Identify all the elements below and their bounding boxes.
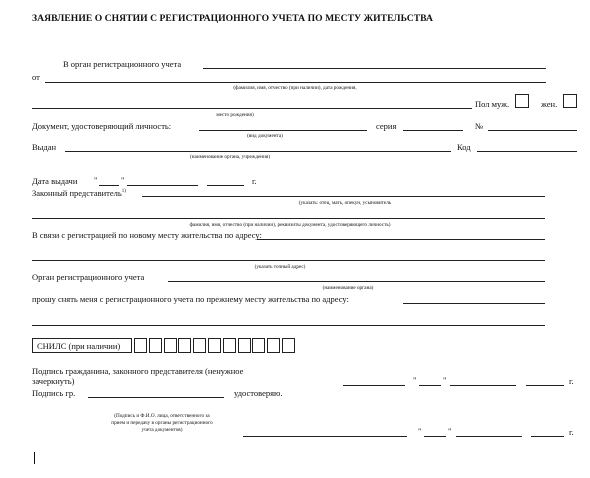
fio-caption: (фамилия, имя, отчество (при наличии), дата рождения,: [233, 85, 357, 91]
number-field-line[interactable]: [488, 130, 577, 131]
new-address-label: В связи с регистрацией по новому месту жительства по адресу:: [32, 230, 262, 240]
representative-field-line[interactable]: [142, 196, 545, 197]
sign-label-line1: Подпись гражданина, законного представителя (ненужное: [32, 366, 244, 376]
issuer-caption: (наименование органа, учреждения): [190, 154, 270, 160]
quote-open: ": [94, 175, 98, 185]
birthplace-caption: место рождения): [216, 112, 254, 118]
id-document-type-line[interactable]: [199, 130, 367, 131]
gender-female-label: жен.: [541, 99, 558, 109]
doc-type-caption: (вид документа): [247, 133, 283, 139]
official-caption-2: прием и передачу в органы регистрационного: [111, 420, 213, 426]
organ-label: В орган регистрационного учета: [63, 59, 182, 69]
issue-year-line[interactable]: [207, 185, 244, 186]
official-signature-line[interactable]: [243, 436, 407, 437]
citizen-signature-line[interactable]: [343, 385, 405, 386]
issue-month-line[interactable]: [127, 185, 198, 186]
form-title: ЗАЯВЛЕНИЕ О СНЯТИИ С РЕГИСТРАЦИОННОГО УЧЕТА ПО МЕСТУ ЖИТЕЛЬСТВА: [32, 13, 434, 24]
official-quote-open: ": [418, 426, 422, 436]
sign-citizen-label: Подпись гр.: [32, 388, 76, 398]
new-address-line-1[interactable]: [257, 239, 545, 240]
snils-digit-cell[interactable]: [252, 338, 265, 353]
request-label: прошу снять меня с регистрационного учета по прежнему месту жительства по адресу:: [32, 294, 349, 304]
gender-female-checkbox[interactable]: [563, 94, 577, 108]
organ2-label: Орган регистрационного учета: [32, 272, 145, 282]
official-day-line[interactable]: [424, 436, 446, 437]
old-address-line-2[interactable]: [32, 325, 545, 326]
quote-close: ": [121, 175, 125, 185]
snils-digit-cell[interactable]: [149, 338, 162, 353]
citizen-name-line[interactable]: [88, 397, 224, 398]
number-label: №: [475, 121, 484, 131]
snils-digit-cell[interactable]: [178, 338, 191, 353]
issue-day-line[interactable]: [99, 185, 119, 186]
sign-year-suffix: г.: [569, 376, 574, 386]
new-address-line-2[interactable]: [32, 260, 545, 261]
snils-digit-cell[interactable]: [238, 338, 251, 353]
sign-month-line[interactable]: [450, 385, 516, 386]
official-month-line[interactable]: [456, 436, 522, 437]
organ2-field-line[interactable]: [168, 281, 545, 282]
text-cursor: [34, 452, 35, 464]
official-year-suffix: г.: [569, 427, 574, 437]
issue-date-label: Дата выдачи: [32, 176, 78, 186]
snils-digit-cell[interactable]: [193, 338, 206, 353]
snils-input[interactable]: [134, 338, 339, 353]
code-label: Код: [457, 142, 471, 152]
old-address-line-1[interactable]: [403, 303, 545, 304]
fio-field-line-2[interactable]: [32, 108, 472, 109]
official-year-line[interactable]: [531, 436, 564, 437]
snils-label: СНИЛС (при наличии): [37, 341, 121, 351]
sign-day-line[interactable]: [419, 385, 441, 386]
gender-male-checkbox[interactable]: [515, 94, 529, 108]
sign-label-line2: зачеркнуть): [32, 376, 75, 386]
organ-field-line[interactable]: [203, 68, 546, 69]
sign-year-line[interactable]: [526, 385, 564, 386]
official-quote-close: ": [448, 426, 452, 436]
snils-digit-cell[interactable]: [164, 338, 177, 353]
address-caption: (указать точный адрес): [254, 264, 306, 270]
sign-quote-open: ": [413, 375, 417, 385]
representative-details-caption: фамилия, имя, отчество (при наличии), реквизиты документа, удостоверяющего личность): [189, 222, 391, 228]
snils-digit-cell[interactable]: [267, 338, 280, 353]
snils-digit-cell[interactable]: [134, 338, 147, 353]
issue-year-suffix: г.: [252, 176, 257, 186]
representative-label: Законный представитель$^{1)}$: [32, 187, 126, 198]
snils-digit-cell[interactable]: [282, 338, 295, 353]
official-caption-1: (Подпись и Ф.И.О. лица, ответственного за: [114, 413, 210, 419]
representative-details-line[interactable]: [32, 218, 545, 219]
representative-caption: (указать: отец, мать, опекун, усыновитель: [298, 200, 392, 206]
id-document-label: Документ, удостоверяющий личность:: [32, 121, 172, 131]
fio-field-line[interactable]: [45, 82, 546, 83]
series-label: серия: [376, 121, 397, 131]
issuer-field-line[interactable]: [65, 151, 451, 152]
issued-label: Выдан: [32, 142, 57, 152]
snils-digit-cell[interactable]: [208, 338, 221, 353]
certify-label: удостоверяю.: [234, 388, 283, 398]
organ2-caption: (наименование органа): [322, 285, 374, 291]
series-field-line[interactable]: [403, 130, 463, 131]
snils-digit-cell[interactable]: [223, 338, 236, 353]
from-label: от: [32, 72, 40, 82]
code-field-line[interactable]: [477, 151, 577, 152]
sign-quote-close: ": [443, 375, 447, 385]
official-caption-3: учета документов): [141, 427, 183, 433]
gender-male-label: Пол муж.: [475, 99, 510, 109]
